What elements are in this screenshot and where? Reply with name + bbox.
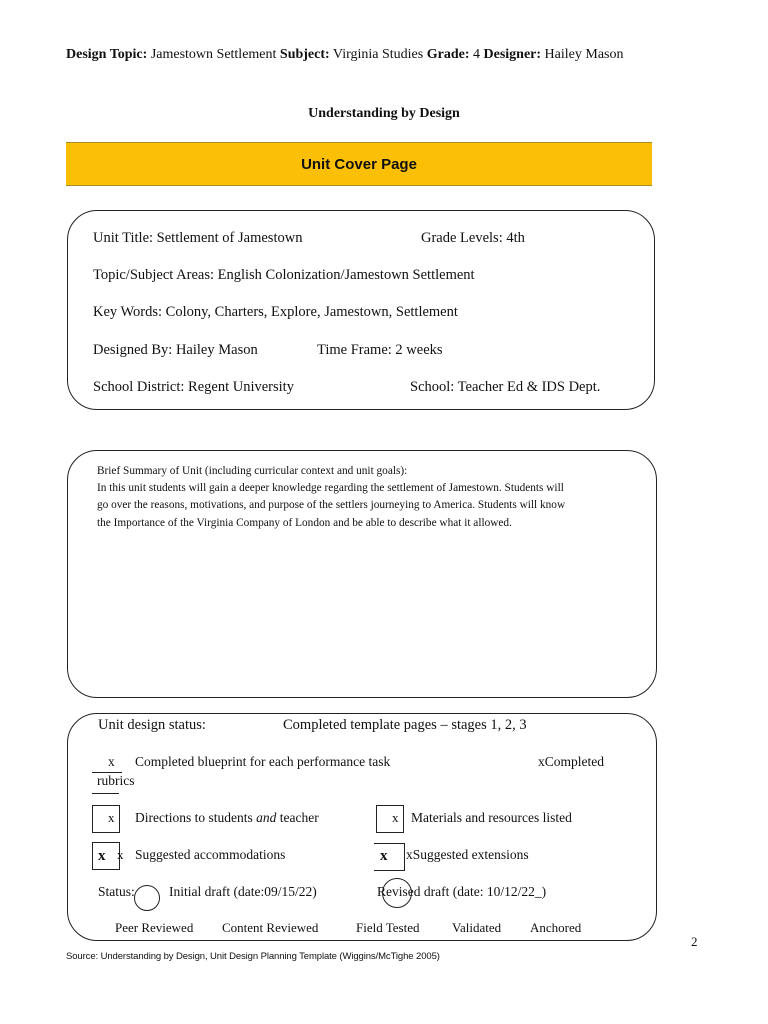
- status-label: Status:: [98, 884, 135, 899]
- summary-line: In this unit students will gain a deeper knowledge regarding the settlement of Jamestown. Students will: [97, 482, 564, 495]
- materials-check-mark: x: [392, 810, 399, 825]
- blueprint-check-mark[interactable]: x: [108, 754, 115, 769]
- revised-draft-circle[interactable]: [382, 878, 412, 908]
- accommodations-checkbox[interactable]: [92, 842, 120, 870]
- grade-value: 4: [469, 47, 484, 62]
- rubrics-label-continued: rubrics: [97, 773, 135, 788]
- unit-cover-banner: [66, 142, 652, 186]
- rubrics-label: xCompleted: [538, 754, 604, 769]
- extensions-label: xSuggested extensions: [406, 847, 529, 862]
- completed-template-pages: Completed template pages – stages 1, 2, 3: [283, 717, 527, 733]
- review-stage-field-tested: Field Tested: [356, 920, 420, 935]
- summary-label: Brief Summary of Unit (including curricular context and unit goals):: [97, 465, 408, 477]
- initial-draft: Initial draft (date:09/15/22): [169, 884, 317, 899]
- summary-line: go over the reasons, motivations, and purpose of the settlers journeying to America. Students will know: [97, 499, 566, 512]
- design-topic-value: Jamestown Settlement: [147, 47, 277, 62]
- school: School: Teacher Ed & IDS Dept.: [410, 379, 601, 395]
- materials-checkbox[interactable]: [376, 805, 404, 833]
- page-number: 2: [691, 934, 698, 949]
- grade-label: Grade:: [426, 47, 470, 62]
- initial-draft-circle[interactable]: [134, 885, 160, 911]
- banner-title: Unit Cover Page: [301, 155, 417, 173]
- directions-label: Directions to students and teacher: [135, 810, 319, 825]
- accommodations-check-mark: x: [98, 848, 106, 864]
- subject-label: Subject:: [279, 47, 330, 62]
- review-stage-content: Content Reviewed: [222, 920, 319, 935]
- designer-label: Designer:: [483, 47, 542, 62]
- unit-title: Unit Title: Settlement of Jamestown: [93, 230, 303, 246]
- time-frame: Time Frame: 2 weeks: [317, 342, 443, 358]
- unit-summary: [97, 463, 637, 532]
- blueprint-label: Completed blueprint for each performance task: [135, 754, 391, 769]
- revised-draft: Revised draft (date: 10/12/22_): [377, 884, 547, 899]
- designer-value: Hailey Mason: [541, 47, 624, 62]
- summary-line: the Importance of the Virginia Company of London and be able to describe what it allowed.: [97, 516, 512, 529]
- review-stage-anchored: Anchored: [530, 920, 582, 935]
- review-stage-peer: Peer Reviewed: [115, 920, 194, 935]
- design-status-label: Unit design status:: [98, 717, 206, 733]
- extensions-checkbox[interactable]: [374, 843, 405, 871]
- accommodations-label: Suggested accommodations: [135, 847, 286, 862]
- school-district: School District: Regent University: [93, 379, 294, 395]
- extensions-check-mark: x: [380, 848, 388, 864]
- rubrics-underline: [92, 793, 119, 794]
- design-header: [66, 47, 623, 63]
- review-stage-validated: Validated: [452, 920, 502, 935]
- directions-checkbox[interactable]: [92, 805, 120, 833]
- subject-value: Virginia Studies: [329, 47, 427, 62]
- materials-label: Materials and resources listed: [411, 810, 572, 825]
- document-title: Understanding by Design: [308, 106, 460, 121]
- designed-by: Designed By: Hailey Mason: [93, 342, 258, 358]
- accommodations-stray-mark: x: [117, 847, 124, 862]
- grade-levels: Grade Levels: 4th: [421, 230, 525, 246]
- key-words: Key Words: Colony, Charters, Explore, Jamestown, Settlement: [93, 304, 458, 320]
- directions-check-mark: x: [108, 810, 115, 825]
- topic-subject-areas: Topic/Subject Areas: English Colonization/Jamestown Settlement: [93, 267, 475, 283]
- design-topic-label: Design Topic:: [66, 47, 148, 62]
- source-citation: Source: Understanding by Design, Unit Design Planning Template (Wiggins/McTighe 2005): [66, 951, 440, 962]
